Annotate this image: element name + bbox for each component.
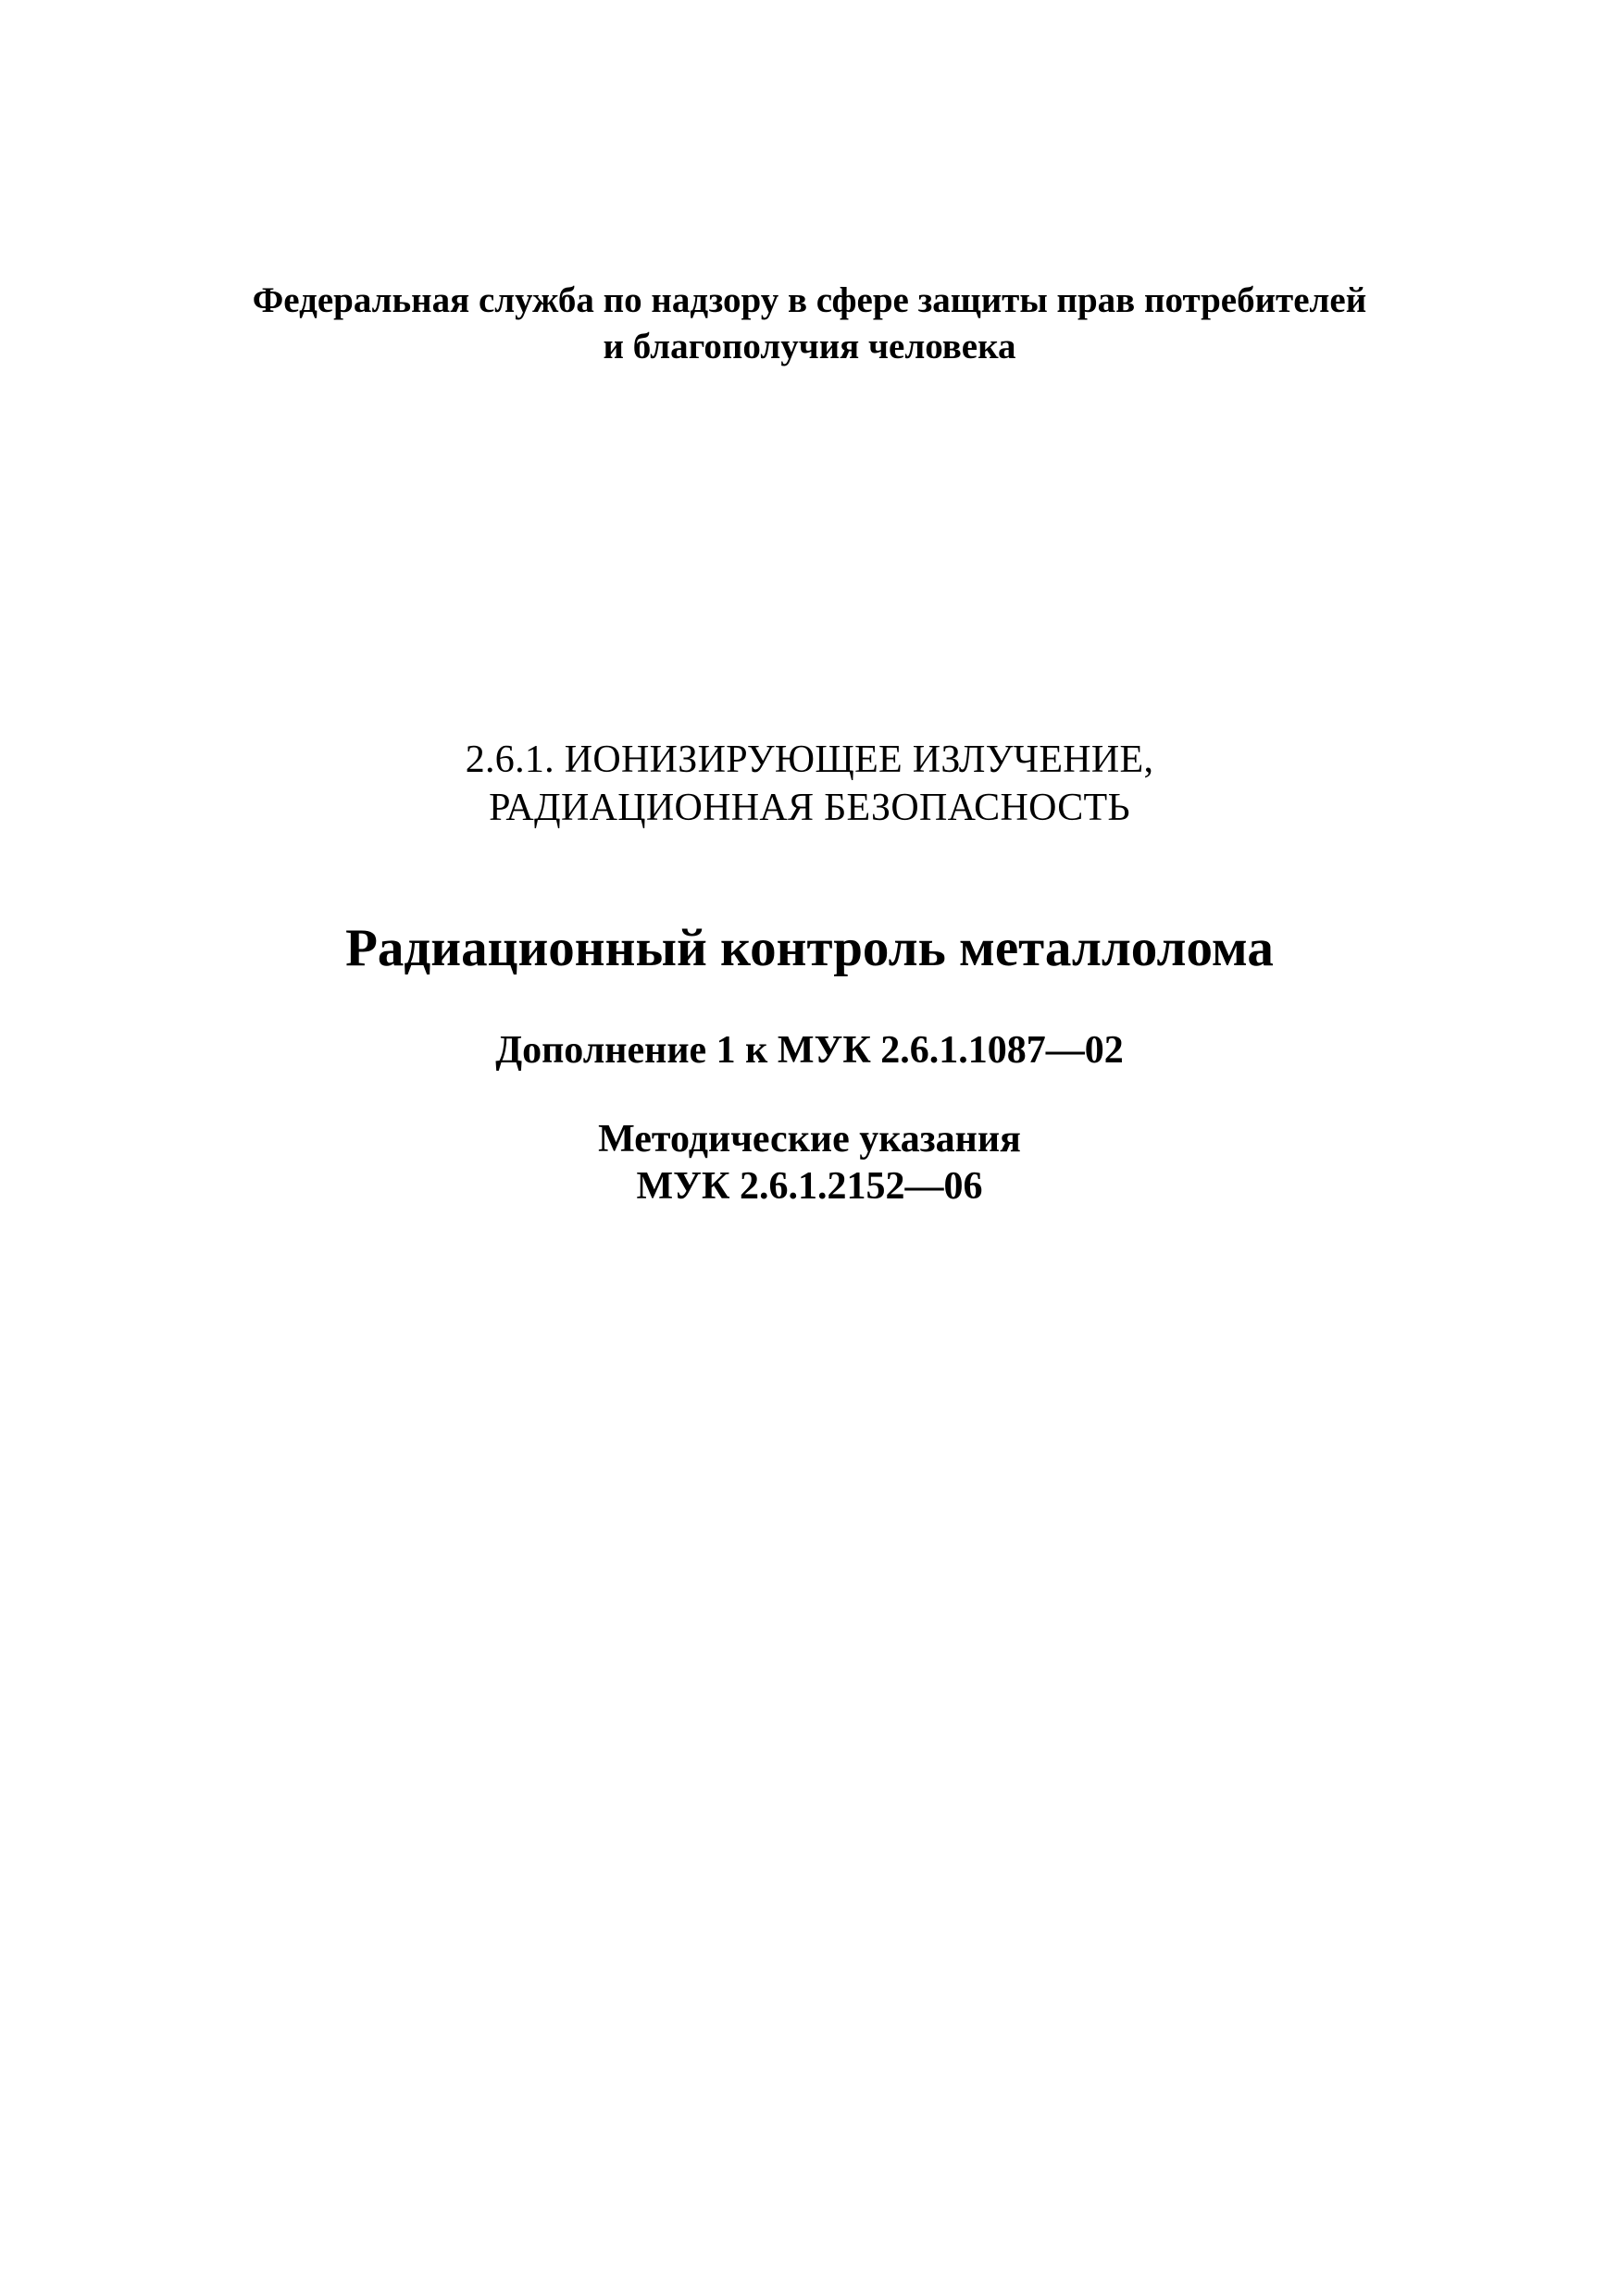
document-type: Методические указания bbox=[598, 1118, 1021, 1160]
section-heading bbox=[0, 736, 1619, 832]
document-title-text: Радиационный контроль металлолома bbox=[345, 919, 1274, 977]
agency-header bbox=[0, 278, 1619, 370]
document-title bbox=[0, 916, 1619, 981]
section-heading-line-1: 2.6.1. ИОНИЗИРУЮЩЕЕ ИЗЛУЧЕНИЕ, bbox=[465, 738, 1154, 781]
agency-name-line-1: Федеральная служба по надзору в сфере защиты прав потребителей bbox=[252, 280, 1367, 320]
document-supplement bbox=[0, 1025, 1619, 1075]
section-heading-line-2: РАДИАЦИОННАЯ БЕЗОПАСНОСТЬ bbox=[489, 787, 1130, 829]
document-type-block bbox=[0, 1116, 1619, 1210]
document-code: МУК 2.6.1.2152—06 bbox=[636, 1165, 983, 1208]
document-supplement-text: Дополнение 1 к МУК 2.6.1.1087—02 bbox=[495, 1029, 1124, 1072]
agency-name-line-2: и благополучия человека bbox=[603, 327, 1016, 366]
